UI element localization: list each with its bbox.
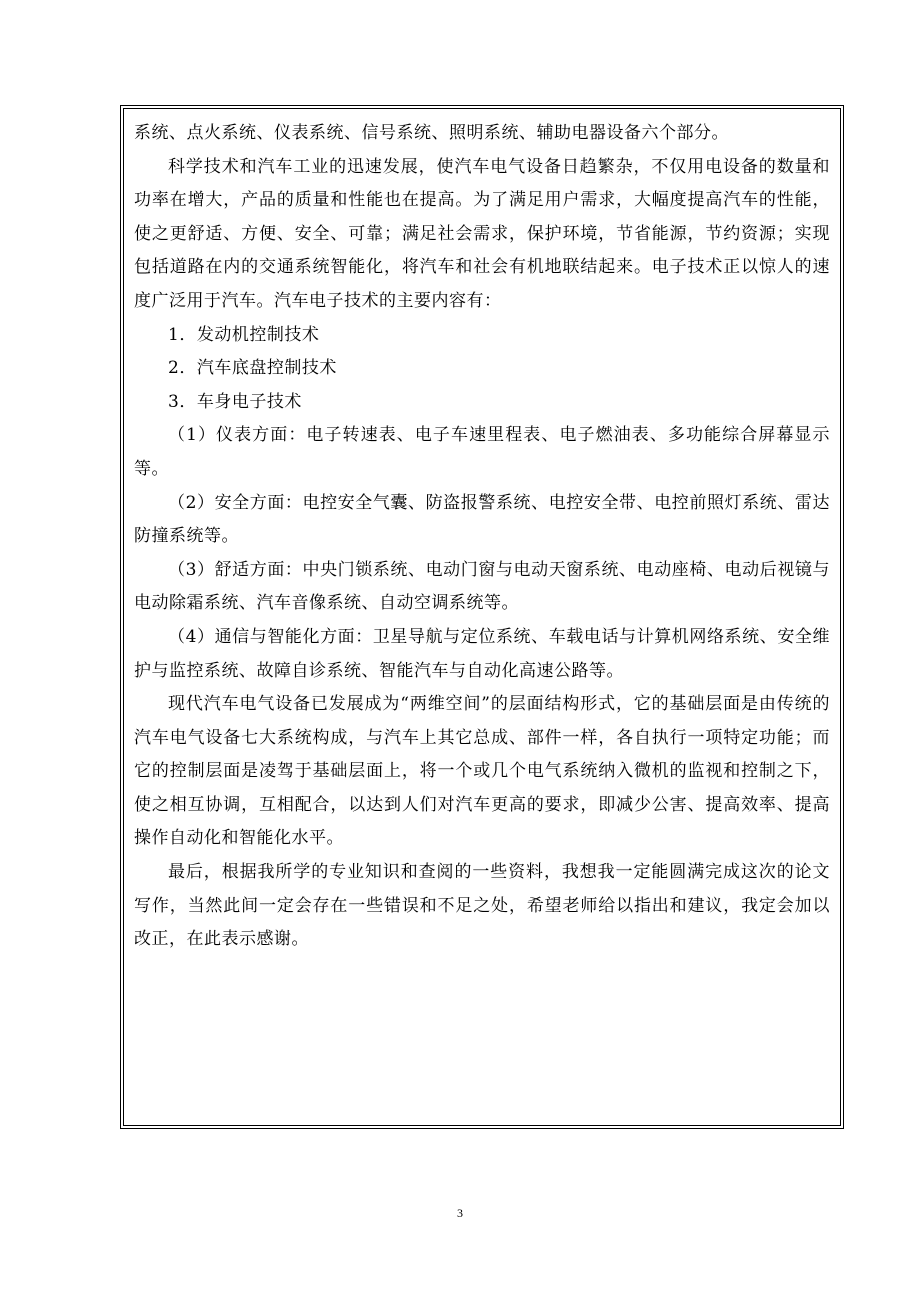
sub-list-item: （3）舒适方面：中央门锁系统、电动门窗与电动天窗系统、电动座椅、电动后视镜与电动除霜系统、汽车音像系统、自动空调系统等。 xyxy=(134,559,830,614)
page-number: 3 xyxy=(457,1206,463,1220)
content-frame xyxy=(123,108,841,1126)
paragraph: 系统、点火系统、仪表系统、信号系统、照明系统、辅助电器设备六个部分。 xyxy=(134,123,729,143)
sub-list-item: （2）安全方面：电控安全气囊、防盗报警系统、电控安全带、电控前照灯系统、雷达防撞系统等。 xyxy=(134,492,830,547)
document-body xyxy=(134,117,830,957)
paragraph: 现代汽车电气设备已发展成为“两维空间”的层面结构形式，它的基础层面是由传统的汽车电气设备七大系统构成，与汽车上其它总成、部件一样，各自执行一项特定功能；而它的控制层面是凌驾于基础层面上，将一个或几个电气系统纳入微机的监视和控制之下，使之相互协调，互相配合，以达到人们对汽车更高的要求，即减少公害、提高效率、提高操作自动化和智能化水平。 xyxy=(134,694,830,849)
list-item: 2．汽车底盘控制技术 xyxy=(168,358,337,379)
paragraph: 科学技术和汽车工业的迅速发展，使汽车电气设备日趋繁杂，不仅用电设备的数量和功率在增大，产品的质量和性能也在提高。为了满足用户需求，大幅度提高汽车的性能，使之更舒适、方便、安全、可靠；满足社会需求，保护环境，节省能源，节约资源；实现包括道路在内的交通系统智能化，将汽车和社会有机地联结起来。电子技术正以惊人的速度广泛用于汽车。汽车电子技术的主要内容有： xyxy=(134,156,830,311)
list-item: 1．发动机控制技术 xyxy=(168,324,320,345)
sub-list-item: （1）仪表方面：电子转速表、电子车速里程表、电子燃油表、多功能综合屏幕显示等。 xyxy=(134,425,830,479)
sub-list-item: （4）通信与智能化方面：卫星导航与定位系统、车载电话与计算机网络系统、安全维护与监控系统、故障自诊系统、智能汽车与自动化高速公路等。 xyxy=(134,626,830,681)
list-item: 3．车身电子技术 xyxy=(168,391,302,412)
paragraph: 最后，根据我所学的专业知识和查阅的一些资料，我想我一定能圆满完成这次的论文写作，当然此间一定会存在一些错误和不足之处，希望老师给以指出和建议，我定会加以改正，在此表示感谢。 xyxy=(134,862,830,950)
